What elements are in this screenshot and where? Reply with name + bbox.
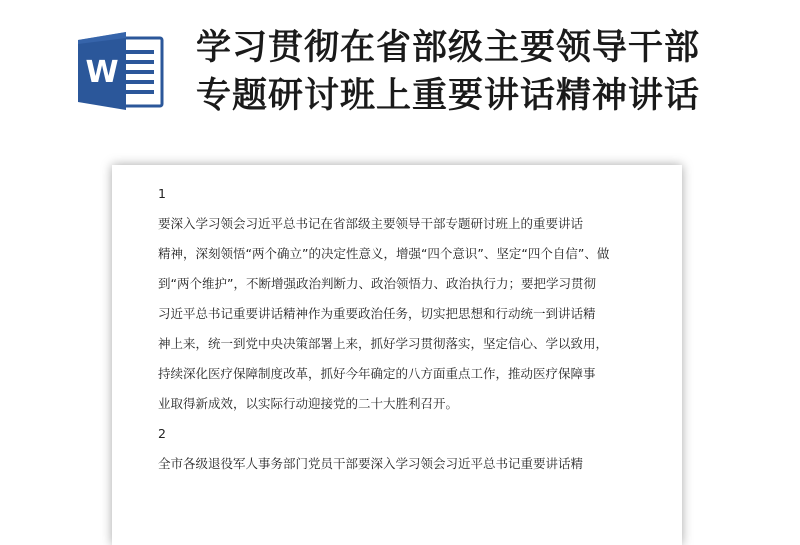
- paragraph-number-2: 2: [158, 426, 166, 441]
- word-icon-letter: W: [85, 55, 119, 90]
- paragraph-number-1: 1: [158, 186, 166, 201]
- title-line-2: 专题研讨班上重要讲话精神讲话: [196, 76, 701, 116]
- paragraph-1-line-4: 习近平总书记重要讲话精神作为重要政治任务，切实把思想和行动统一到讲话精: [158, 306, 596, 321]
- header-banner: [0, 0, 800, 150]
- page-content: [158, 179, 652, 479]
- word-document-icon: [76, 30, 164, 112]
- document-page: [112, 165, 682, 545]
- paragraph-1-line-2: 精神，深刻领悟“两个确立”的决定性意义，增强“四个意识”、坚定“四个自信”、做: [158, 246, 610, 261]
- paragraph-1-line-5: 神上来，统一到党中央决策部署上来，抓好学习贯彻落实，坚定信心、学以致用，: [158, 336, 609, 351]
- paragraph-1-line-7: 业取得新成效，以实际行动迎接党的二十大胜利召开。: [158, 396, 459, 411]
- paragraph-1-line-3: 到“两个维护”，不断增强政治判断力、政治领悟力、政治执行力；要把学习贯彻: [158, 276, 596, 291]
- title-line-1: 学习贯彻在省部级主要领导干部: [196, 28, 701, 68]
- page-title: [196, 24, 776, 120]
- paragraph-1-line-6: 持续深化医疗保障制度改革，抓好今年确定的八方面重点工作，推动医疗保障事: [158, 366, 596, 381]
- paragraph-1-line-1: 要深入学习领会习近平总书记在省部级主要领导干部专题研讨班上的重要讲话: [158, 216, 584, 231]
- paragraph-2-line-1: 全市各级退役军人事务部门党员干部要深入学习领会习近平总书记重要讲话精: [158, 456, 584, 471]
